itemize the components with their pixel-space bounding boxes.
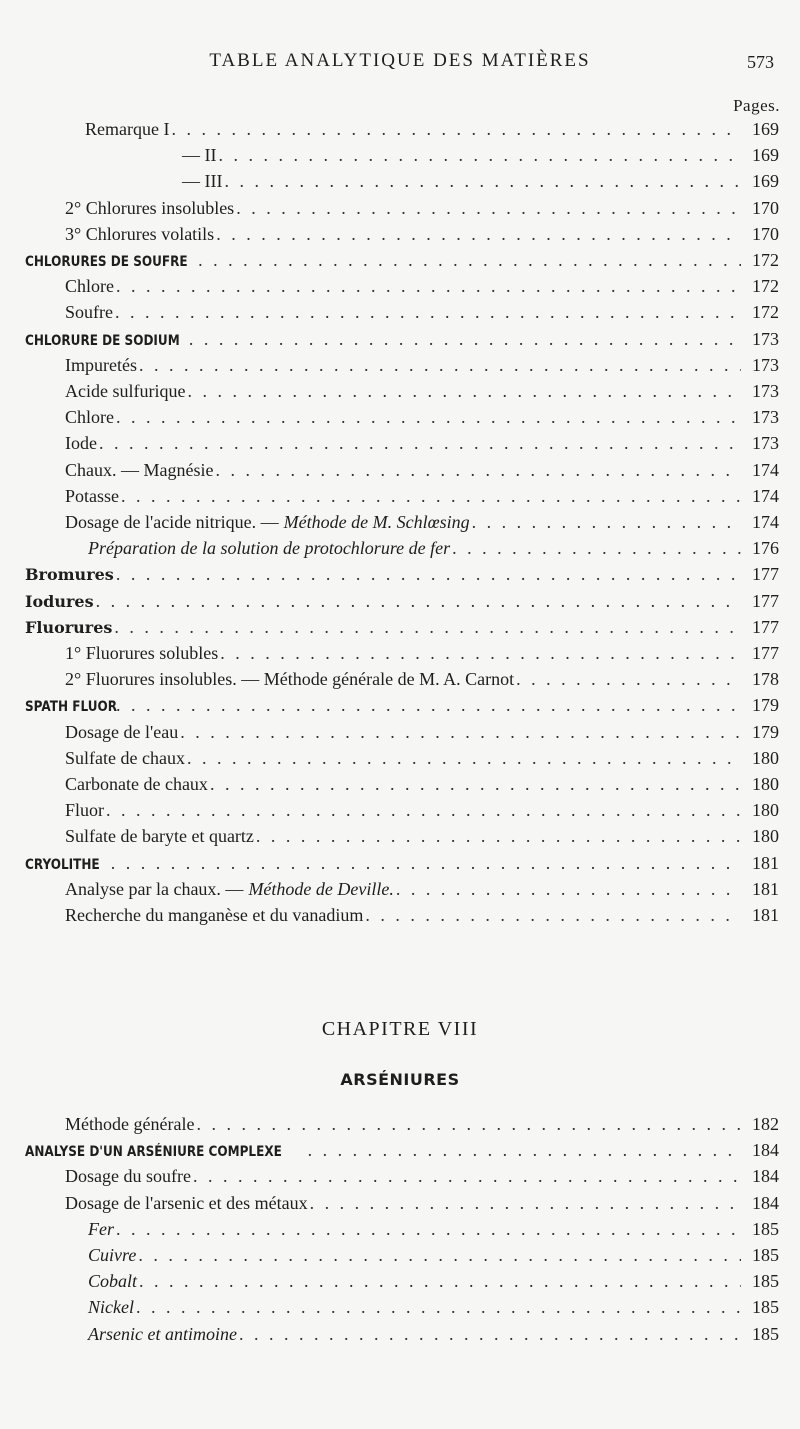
toc-entry-page: 179 xyxy=(752,695,779,716)
toc-entry xyxy=(182,168,779,194)
toc-entry-label: — II xyxy=(182,145,217,166)
toc-entry-page: 172 xyxy=(752,302,779,323)
toc-entry-label: Fluorures xyxy=(25,617,113,637)
toc-entry xyxy=(88,1242,779,1268)
toc-entry-page: 185 xyxy=(752,1218,779,1239)
toc-entry-label: Soufre xyxy=(65,302,113,323)
toc-entry-page: 184 xyxy=(752,1192,779,1213)
toc-entry xyxy=(65,299,779,325)
toc-entry-page: 174 xyxy=(752,485,779,506)
toc-entry xyxy=(85,116,779,142)
dot-leader xyxy=(365,902,741,928)
toc-entry-label: CRYOLITHE xyxy=(25,856,100,873)
toc-entry xyxy=(25,614,779,640)
toc-entry-label: ANALYSE D'UN ARSÉNIURE COMPLEXE xyxy=(25,1144,282,1161)
dot-leader xyxy=(452,535,741,561)
dot-leader xyxy=(224,168,741,194)
toc-entry-page: 169 xyxy=(752,171,779,192)
toc-entry-page: 176 xyxy=(752,538,779,559)
toc-entry xyxy=(88,1321,779,1347)
toc-entry-page: 180 xyxy=(752,800,779,821)
dot-leader xyxy=(116,1216,741,1242)
toc-entry xyxy=(65,404,779,430)
toc-entry xyxy=(25,850,779,876)
toc-entry-page: 173 xyxy=(752,407,779,428)
dot-leader xyxy=(215,457,741,483)
dot-leader xyxy=(116,692,741,718)
toc-entry-method: Méthode de M. Schlœsing xyxy=(283,512,470,532)
dot-leader xyxy=(516,666,741,692)
toc-entry-label: Sulfate de chaux xyxy=(65,747,185,768)
toc-entry-label: Dosage du soufre xyxy=(65,1166,191,1187)
toc-entry xyxy=(25,588,779,614)
toc-entry-label: — III xyxy=(182,171,223,192)
dot-leader xyxy=(472,509,741,535)
dot-leader xyxy=(121,483,741,509)
pages-column-label: Pages. xyxy=(733,96,780,115)
toc-entry-page: 184 xyxy=(752,1166,779,1187)
dot-leader xyxy=(180,719,741,745)
dot-leader xyxy=(116,561,741,587)
toc-entry xyxy=(65,666,779,692)
toc-entry xyxy=(65,745,779,771)
toc-entry xyxy=(25,247,779,273)
toc-entry xyxy=(65,876,779,902)
toc-entry-label: Préparation de la solution de protochlorure de fer xyxy=(88,538,451,559)
toc-entry xyxy=(65,378,779,404)
toc-entry xyxy=(65,797,779,823)
dot-leader xyxy=(114,614,741,640)
toc-entry-page: 185 xyxy=(752,1245,779,1265)
dot-leader xyxy=(96,588,741,614)
toc-entry-page: 170 xyxy=(752,223,779,244)
toc-entry-label: Dosage de l'eau xyxy=(65,721,179,742)
toc-entry xyxy=(65,823,779,849)
page-number: 573 xyxy=(747,52,774,72)
toc-entry xyxy=(182,142,779,168)
dot-leader xyxy=(116,404,741,430)
toc-entry-page: 177 xyxy=(752,616,779,637)
toc-entry-page: 184 xyxy=(752,1140,779,1161)
toc-entry-page: 185 xyxy=(752,1297,779,1318)
toc-entry-label: Chlore xyxy=(65,407,114,428)
toc-entry-label: Potasse xyxy=(65,485,119,506)
toc-entry-label: CHLORURES DE SOUFRE xyxy=(25,254,188,270)
dot-leader xyxy=(219,142,742,168)
toc-entry xyxy=(88,535,779,561)
dot-leader xyxy=(256,823,741,849)
dot-leader xyxy=(198,247,741,273)
running-title: TABLE ANALYTIQUE DES MATIÈRES xyxy=(209,50,591,71)
toc-entry-label: 2° Chlorures insolubles xyxy=(65,197,235,218)
toc-entry xyxy=(65,902,779,928)
toc-entry-label: 3° Chlorures volatils xyxy=(65,223,215,244)
toc-entry-label: Cobalt xyxy=(88,1271,138,1292)
dot-leader xyxy=(193,1163,741,1189)
toc-entry-page: 185 xyxy=(752,1271,779,1292)
toc-entry-label: Chlore xyxy=(65,276,114,297)
toc-entry-page: 177 xyxy=(752,590,779,611)
toc-entry-label: Remarque I xyxy=(85,119,170,139)
toc-entry xyxy=(65,457,779,483)
toc-entry xyxy=(25,326,779,352)
toc-entry-label: Dosage de l'acide nitrique. — xyxy=(65,512,279,532)
dot-leader xyxy=(99,430,741,456)
toc-entry-page: 180 xyxy=(752,826,779,847)
toc-entry-label: Bromures xyxy=(25,565,114,585)
toc-entry-label: Iodures xyxy=(25,591,94,611)
toc-entry-page: 173 xyxy=(752,328,779,349)
toc-entry-label: 1° Fluorures solubles xyxy=(65,643,219,663)
dot-leader xyxy=(196,1111,741,1137)
toc-entry xyxy=(65,195,779,221)
toc-entry xyxy=(65,1111,779,1137)
dot-leader xyxy=(116,273,741,299)
toc-entry-page: 181 xyxy=(752,905,779,925)
toc-entry-label: Dosage de l'arsenic et des métaux xyxy=(65,1192,308,1213)
toc-entry-page: 173 xyxy=(752,433,779,454)
dot-leader xyxy=(210,771,741,797)
toc-entry-label: Cuivre xyxy=(88,1245,137,1265)
toc-entry xyxy=(65,352,779,378)
running-header xyxy=(0,50,800,76)
toc-entry-page: 180 xyxy=(752,774,779,794)
toc-entry-label: Fluor xyxy=(65,800,105,821)
toc-entry xyxy=(88,1216,779,1242)
toc-entry-label: 2° Fluorures insolubles. — Méthode générale de M. A. Carnot xyxy=(65,669,515,690)
toc-entry xyxy=(65,430,779,456)
toc-entry-label: Sulfate de baryte et quartz xyxy=(65,826,254,847)
dot-leader xyxy=(136,1294,741,1320)
toc-entry xyxy=(25,692,779,718)
toc-entry-page: 181 xyxy=(752,878,779,899)
dot-leader xyxy=(310,1190,741,1216)
dot-leader xyxy=(216,221,741,247)
dot-leader xyxy=(171,116,741,142)
toc-entry-page: 182 xyxy=(752,1114,779,1134)
toc-entry-label: Analyse par la chaux. — xyxy=(65,878,244,899)
chapter-heading: CHAPITRE VIII xyxy=(321,1018,479,1040)
section-heading: ARSÉNIURES xyxy=(340,1070,460,1089)
dot-leader xyxy=(115,299,741,325)
toc-entry-page: 177 xyxy=(752,564,779,585)
toc-entry xyxy=(65,771,779,797)
toc-entry xyxy=(25,561,779,587)
toc-entry-label: Recherche du manganèse et du vanadium xyxy=(65,905,364,925)
toc-entry xyxy=(65,640,779,666)
dot-leader xyxy=(139,352,741,378)
toc-entry-page: 172 xyxy=(752,276,779,297)
toc-entry-label: Carbonate de chaux xyxy=(65,774,208,794)
toc-entry-label: Impuretés xyxy=(65,354,137,375)
dot-leader xyxy=(187,378,741,404)
toc-entry-page: 181 xyxy=(752,852,779,873)
toc-entry-label: Arsenic et antimoine xyxy=(88,1323,237,1344)
dot-leader xyxy=(189,326,741,352)
toc-entry-page: 178 xyxy=(752,669,779,690)
toc-entry-label: CHLORURE DE SODIUM xyxy=(25,332,180,349)
toc-entry-label: SPATH FLUOR xyxy=(25,699,118,716)
toc-entry-label: Iode xyxy=(65,433,97,454)
dot-leader xyxy=(308,1137,741,1163)
toc-entry-page: 185 xyxy=(752,1323,779,1344)
dot-leader xyxy=(239,1321,741,1347)
toc-entry-label: Fer xyxy=(88,1218,114,1239)
dot-leader xyxy=(106,797,741,823)
dot-leader xyxy=(236,195,741,221)
toc-entry-page: 173 xyxy=(752,381,779,401)
toc-entry xyxy=(65,273,779,299)
toc-entry-page: 169 xyxy=(752,145,779,166)
toc-entry xyxy=(88,1294,779,1320)
toc-entry xyxy=(25,1137,779,1163)
toc-entry xyxy=(65,509,779,535)
toc-entry-method: Méthode de Deville. xyxy=(248,878,394,899)
dot-leader xyxy=(220,640,741,666)
dot-leader xyxy=(187,745,741,771)
toc-entry-label: Nickel xyxy=(88,1297,134,1318)
dot-leader xyxy=(396,876,741,902)
toc-entry xyxy=(65,1163,779,1189)
toc-entry xyxy=(65,719,779,745)
toc-entry xyxy=(65,483,779,509)
toc-entry-page: 174 xyxy=(752,512,779,532)
dot-leader xyxy=(96,850,741,876)
toc-entry-label: Méthode générale xyxy=(65,1114,195,1134)
toc-entry-page: 174 xyxy=(752,459,779,480)
toc-entry-label: Acide sulfurique xyxy=(65,381,186,401)
toc-entry xyxy=(65,221,779,247)
toc-entry-page: 172 xyxy=(752,250,779,270)
dot-leader xyxy=(139,1268,741,1294)
toc-entry-page: 180 xyxy=(752,747,779,768)
toc-entry-page: 169 xyxy=(752,119,779,139)
toc-entry xyxy=(88,1268,779,1294)
toc-entry-label: Chaux. — Magnésie xyxy=(65,459,214,480)
toc-entry-page: 173 xyxy=(752,354,779,375)
toc-entry-page: 170 xyxy=(752,197,779,218)
toc-entry xyxy=(65,1190,779,1216)
dot-leader xyxy=(138,1242,741,1268)
toc-entry-page: 177 xyxy=(752,643,779,663)
toc-entry-page: 179 xyxy=(752,721,779,742)
